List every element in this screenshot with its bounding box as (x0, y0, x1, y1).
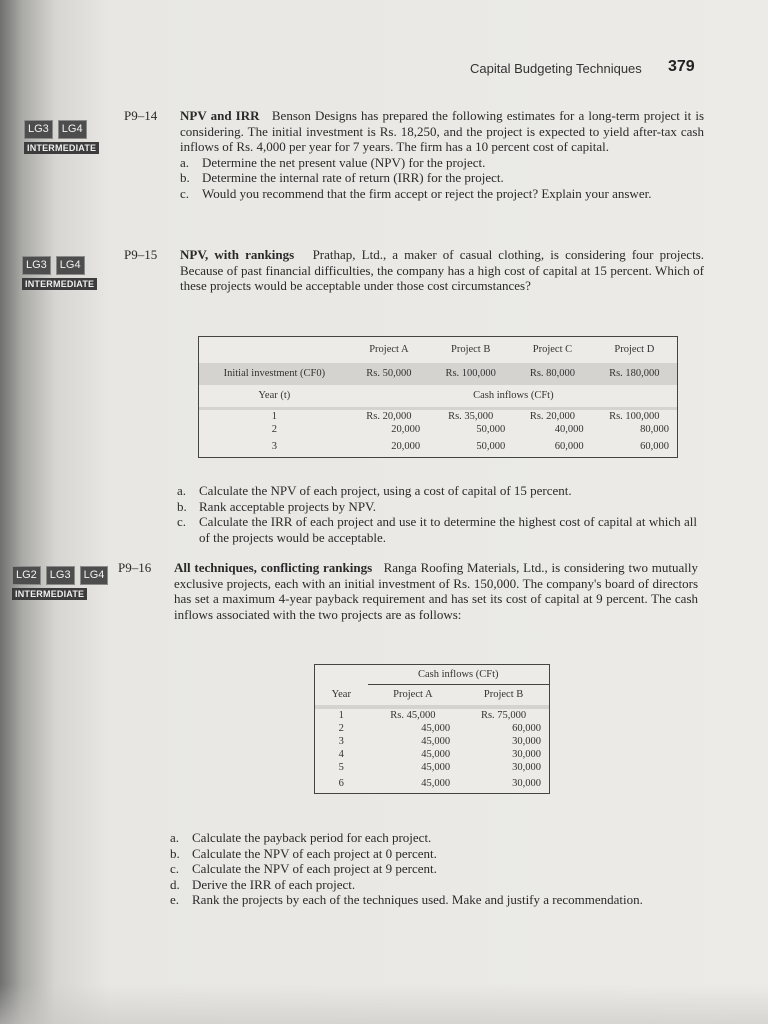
table-row: 3 45,000 30,000 (338, 735, 541, 747)
lg-badge: LG4 (80, 566, 109, 585)
problem-title: NPV and IRR (180, 108, 260, 123)
problem-p9-14 (124, 108, 704, 201)
table-row: 3 20,000 50,000 60,000 60,000 (271, 440, 669, 452)
column-header: Project A (393, 689, 433, 701)
column-header: Project D (614, 344, 655, 356)
table-two-projects (314, 664, 550, 794)
year-header: Year (331, 689, 351, 700)
lg-badge: LG2 (12, 566, 41, 585)
learning-goal-tags-p9-16 (12, 566, 108, 600)
question-item: b. Rank acceptable projects by NPV. (177, 498, 377, 514)
problem-p9-16 (118, 560, 698, 622)
column-header: Project B (450, 344, 491, 356)
problem-number: P9–16 (118, 560, 152, 575)
table-row: 5 45,000 30,000 (338, 761, 541, 773)
lg-badge: LG3 (46, 566, 75, 585)
table-row: 2 45,000 60,000 (338, 722, 541, 734)
problem-p9-15 (124, 247, 704, 294)
problem-text: Benson Designs has prepared the following estimates for a long-term project it is considering. The initial investment is Rs. 18,250, and the project is expected to yield after-tax cash inflows of Rs. 4,000 per year for 7 years. The firm has a 10 percent cost of capital. (180, 108, 704, 155)
running-head: Capital Budgeting Techniques (470, 61, 642, 76)
table-cell: Rs. 80,000 (529, 368, 576, 379)
question-item: a. Calculate the payback period for each project. (170, 830, 432, 845)
question-list-p9-15 (177, 483, 697, 545)
learning-goal-tags-p9-15 (22, 256, 97, 290)
group-header: Cash inflows (CFt) (368, 665, 550, 685)
page-number: 379 (668, 58, 695, 75)
column-header: Project A (369, 344, 409, 356)
question-item: b. Determine the internal rate of return (IRR) for the project. (180, 170, 504, 186)
page-shadow (0, 984, 768, 1024)
question-item: c. Calculate the IRR of each project and use it to determine the highest cost of capital at which all of the projects would be acceptable. (177, 514, 697, 545)
problem-number: P9–14 (124, 108, 158, 123)
problem-text: Ranga Roofing Materials, Ltd., is considering two mutually exclusive projects, each with an initial investment of Rs. 150,000. The company's board of directors has set a maximum 4-year payback requirement and has set its cost of capital at 9 percent. The cash inflows associated with the two projects are as follows: (174, 560, 699, 622)
table-four-projects (198, 336, 678, 458)
row-label: Initial investment (CF0) (223, 368, 326, 379)
question-item: d. Derive the IRR of each project. (170, 876, 356, 892)
lg-badge: LG4 (56, 256, 85, 275)
table-cell: Rs. 50,000 (366, 368, 412, 379)
question-item: a. Determine the net present value (NPV) for the project. (180, 154, 486, 170)
year-header: Year (t) (258, 390, 291, 401)
table-cell: Rs. 180,000 (609, 368, 660, 379)
group-header: Cash inflows (CFt) (473, 390, 554, 401)
question-list-p9-16 (170, 830, 690, 908)
lg-badge: LG3 (22, 256, 51, 275)
difficulty-badge: INTERMEDIATE (24, 142, 99, 154)
table-row: 1 Rs. 45,000 Rs. 75,000 (338, 709, 527, 721)
lg-badge: LG4 (58, 120, 87, 139)
table-row: 2 20,000 50,000 40,000 80,000 (271, 423, 669, 435)
question-item: b. Calculate the NPV of each project at 0 percent. (170, 845, 437, 861)
problem-number: P9–15 (124, 247, 158, 262)
question-item: c. Calculate the NPV of each project at 9 percent. (170, 861, 437, 876)
difficulty-badge: INTERMEDIATE (22, 278, 97, 290)
column-header: Project C (532, 344, 573, 356)
problem-title: All techniques, conflicting rankings (174, 560, 373, 575)
question-list (180, 155, 704, 202)
question-item: e. Rank the projects by each of the techniques used. Make and justify a recommendation. (170, 892, 643, 907)
table-row: 1 Rs. 20,000 Rs. 35,000 Rs. 20,000 Rs. 100,000 (271, 410, 660, 422)
column-header: Project B (483, 689, 524, 701)
table-cell: Rs. 100,000 (445, 368, 496, 379)
problem-title: NPV, with rankings (180, 247, 295, 262)
question-item: a. Calculate the NPV of each project, using a cost of capital of 15 percent. (177, 483, 572, 498)
table-row: 6 45,000 30,000 (338, 777, 541, 789)
question-item: c. Would you recommend that the firm accept or reject the project? Explain your answer. (180, 185, 652, 201)
table-row: 4 45,000 30,000 (338, 748, 541, 760)
difficulty-badge: INTERMEDIATE (12, 588, 87, 600)
lg-badge: LG3 (24, 120, 53, 139)
problem-text: Prathap, Ltd., a maker of casual clothing, is considering four projects. Because of past financial difficulties, the company has a high cost of capital at 15 percent. Which of these projects would be acceptable under those cost circumstances? (180, 247, 705, 294)
learning-goal-tags-p9-14 (24, 120, 99, 154)
